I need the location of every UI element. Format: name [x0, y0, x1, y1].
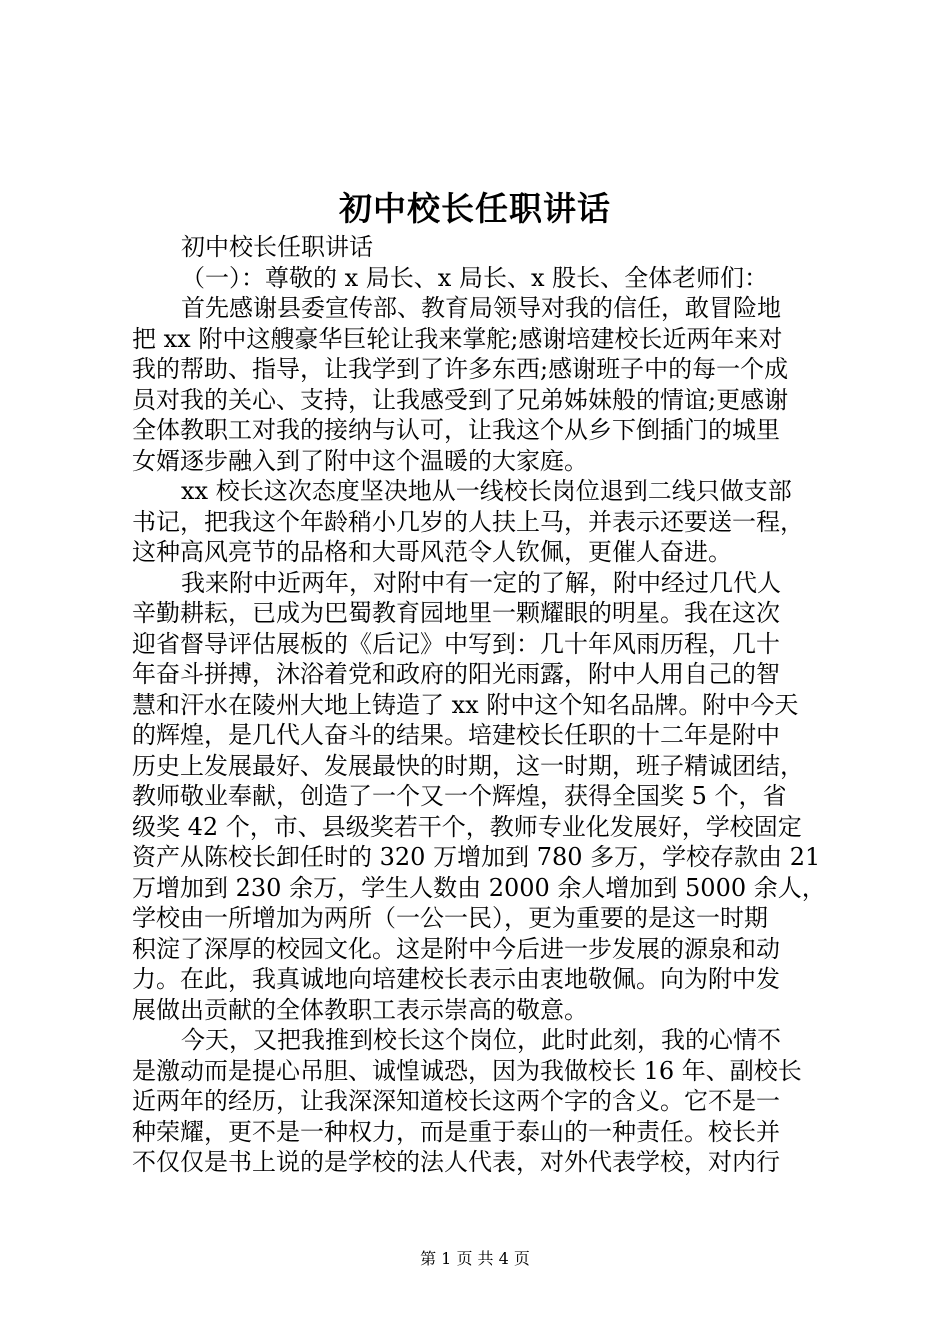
text-line: 迎省督导评估展板的《后记》中写到：几十年风雨历程，几十 — [132, 629, 780, 658]
text-line: 年奋斗拼搏，沐浴着党和政府的阳光雨露，附中人用自己的智 — [132, 660, 780, 688]
document-body — [132, 232, 832, 1178]
text-line: 辛勤耕耘，已成为巴蜀教育园地里一颗耀眼的明星。我在这次 — [132, 599, 780, 627]
text-line: xx 校长这次态度坚决地从一线校长岗位退到二线只做支部 — [181, 477, 792, 505]
text-line: 全体教职工对我的接纳与认可，让我这个从乡下倒插门的城里 — [132, 416, 780, 444]
text-line: 我来附中近两年，对附中有一定的了解，附中经过几代人 — [181, 568, 781, 597]
document-title: 初中校长任职讲话 — [339, 189, 611, 228]
text-line: 展做出贡献的全体教职工表示崇高的敬意。 — [132, 995, 588, 1024]
text-line: 学校由一所增加为两所（一公一民），更为重要的是这一时期 — [132, 904, 768, 932]
text-line: 万增加到 230 余万，学生人数由 2000 余人增加到 5000 余人， — [132, 873, 826, 902]
text-line: 近两年的经历，让我深深知道校长这两个字的含义。它不是一 — [132, 1087, 780, 1115]
text-line: 不仅仅是书上说的是学校的法人代表，对外代表学校，对内行 — [132, 1148, 780, 1176]
text-line: 初中校长任职讲话 — [181, 233, 373, 261]
text-line: 员对我的关心、支持，让我感受到了兄弟姊妹般的情谊;更感谢 — [132, 385, 789, 414]
text-line: 力。在此，我真诚地向培建校长表示由衷地敬佩。向为附中发 — [132, 965, 780, 993]
text-line: 我的帮助、指导，让我学到了许多东西;感谢班子中的每一个成 — [132, 355, 789, 383]
text-line: 积淀了深厚的校园文化。这是附中今后进一步发展的源泉和动 — [132, 934, 780, 963]
text-line: 今天，又把我推到校长这个岗位，此时此刻，我的心情不 — [181, 1026, 781, 1054]
text-line: （一）：尊敬的 x 局长、x 局长、x 股长、全体老师们： — [181, 263, 769, 292]
text-line: 级奖 42 个，市、县级奖若干个，教师专业化发展好，学校固定 — [132, 812, 802, 841]
text-line: 首先感谢县委宣传部、教育局领导对我的信任，敢冒险地 — [181, 294, 781, 322]
text-line: 女婿逐步融入到了附中这个温暖的大家庭。 — [132, 446, 588, 475]
text-line: 书记，把我这个年龄稍小几岁的人扶上马，并表示还要送一程， — [132, 507, 804, 536]
text-line: 这种高风亮节的品格和大哥风范令人钦佩，更催人奋进。 — [132, 538, 732, 566]
text-line: 慧和汗水在陵州大地上铸造了 xx 附中这个知名品牌。附中今天 — [132, 690, 799, 719]
text-line: 资产从陈校长卸任时的 320 万增加到 780 多万，学校存款由 21 — [132, 843, 821, 871]
text-line: 的辉煌，是几代人奋斗的结果。培建校长任职的十二年是附中 — [132, 721, 780, 749]
text-line: 把 xx 附中这艘豪华巨轮让我来掌舵;感谢培建校长近两年来对 — [132, 324, 783, 353]
page-footer: 第 1 页 共 4 页 — [420, 1249, 530, 1268]
text-line: 教师敬业奉献，创造了一个又一个辉煌，获得全国奖 5 个，省 — [132, 782, 787, 810]
text-line: 历史上发展最好、发展最快的时期，这一时期，班子精诚团结， — [132, 751, 804, 780]
text-line: 是激动而是提心吊胆、诚惶诚恐，因为我做校长 16 年、副校长 — [132, 1056, 802, 1085]
text-line: 种荣耀，更不是一种权力，而是重于泰山的一种责任。校长并 — [132, 1117, 780, 1146]
